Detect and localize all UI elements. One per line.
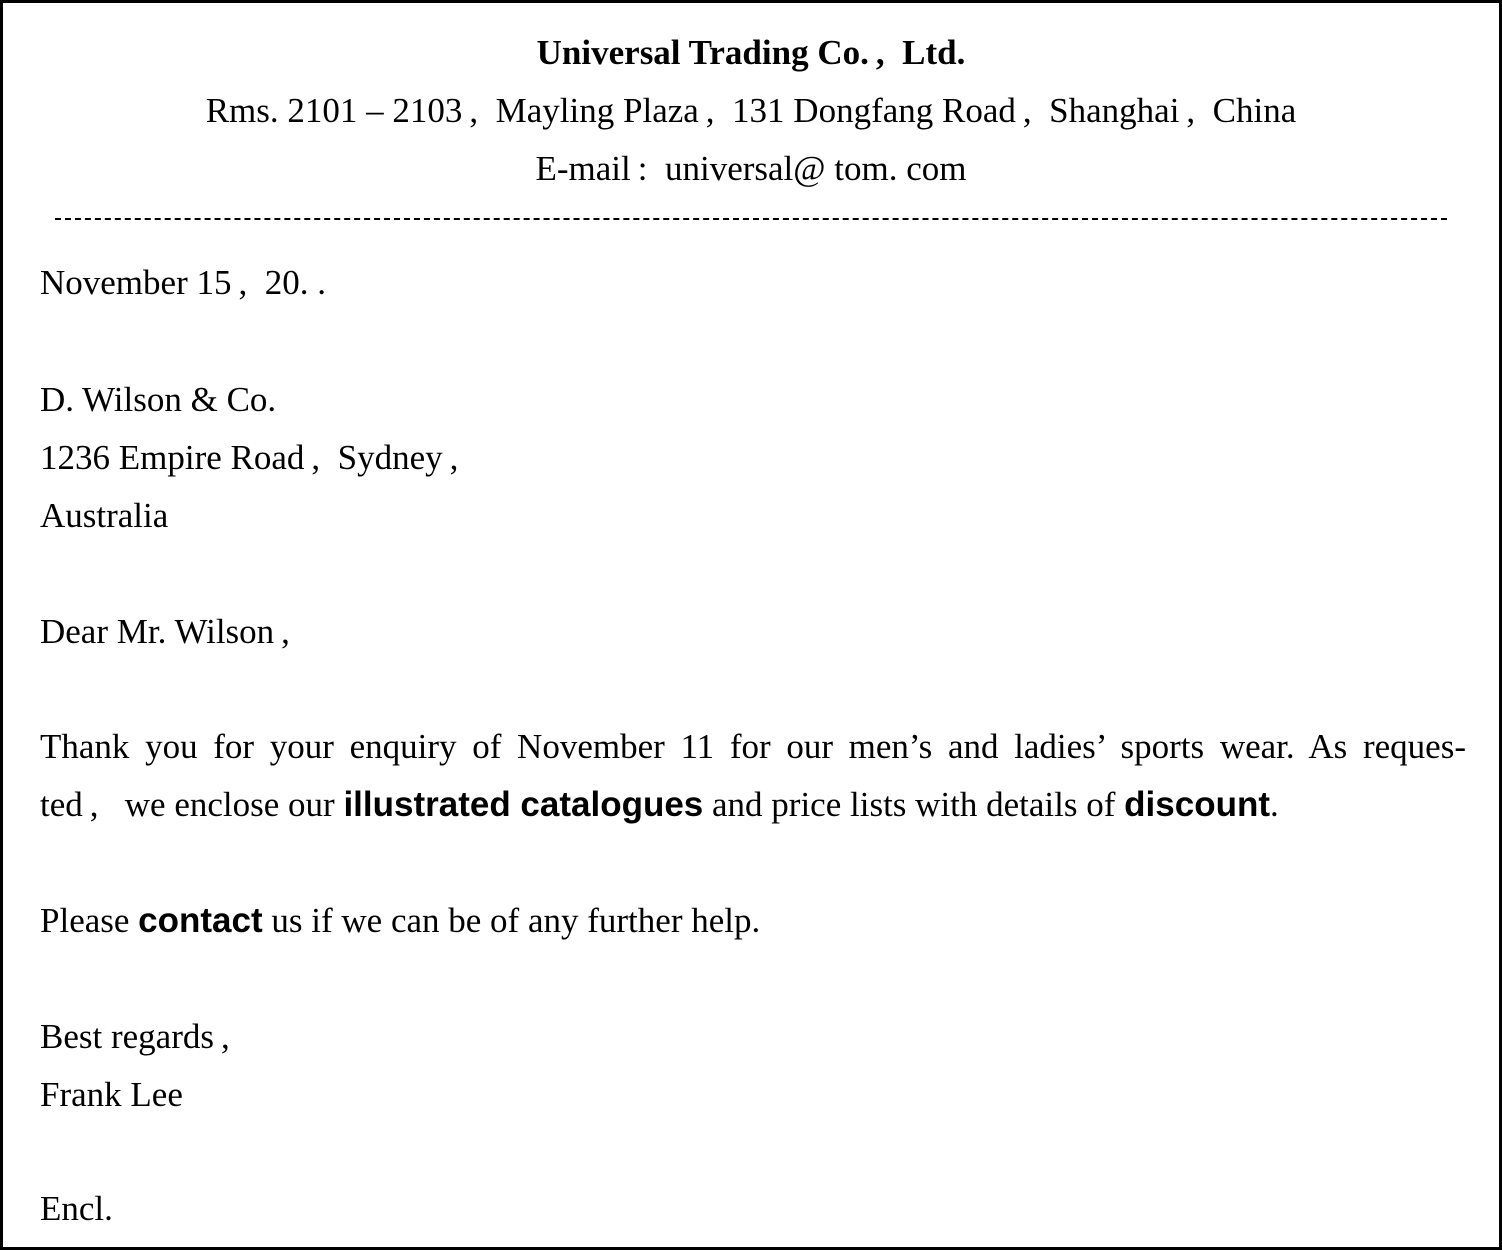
closing: Best regards , — [40, 1017, 230, 1056]
enclosure-note: Encl. — [40, 1189, 113, 1228]
recipient-name: D. Wilson & Co. — [40, 380, 277, 419]
paragraph1-text-c: and price lists with details of — [703, 785, 1125, 824]
paragraph2 — [40, 903, 1466, 938]
recipient-country: Australia — [40, 496, 169, 535]
paragraph2-text-c: us if we can be of any further help. — [262, 901, 761, 940]
emphasis-discount: discount — [1124, 785, 1270, 824]
emphasis-contact: contact — [138, 901, 263, 940]
signature: Frank Lee — [40, 1075, 183, 1114]
paragraph1-text-e: . — [1269, 785, 1279, 824]
paragraph1-text-a: ted , we enclose our — [40, 785, 344, 824]
company-address: Rms. 2101 – 2103 , Mayling Plaza , 131 Dongfang Road , Shanghai , China — [205, 91, 1297, 130]
paragraph1-line1: Thank you for your enquiry of November 11 for our men’s and ladies’ sports wear. As reques- — [40, 727, 1466, 766]
letterhead-divider — [55, 218, 1447, 220]
recipient-street: 1236 Empire Road , Sydney , — [40, 438, 459, 477]
paragraph2-text-a: Please — [40, 901, 139, 940]
paragraph1-line2 — [40, 787, 1466, 822]
company-email: E-mail : universal@ tom. com — [535, 149, 967, 188]
emphasis-illustrated-catalogues: illustrated catalogues — [343, 785, 704, 824]
letter-date: November 15 , 20. . — [40, 263, 326, 302]
company-name: Universal Trading Co. , Ltd. — [536, 33, 966, 72]
salutation: Dear Mr. Wilson , — [40, 612, 290, 651]
